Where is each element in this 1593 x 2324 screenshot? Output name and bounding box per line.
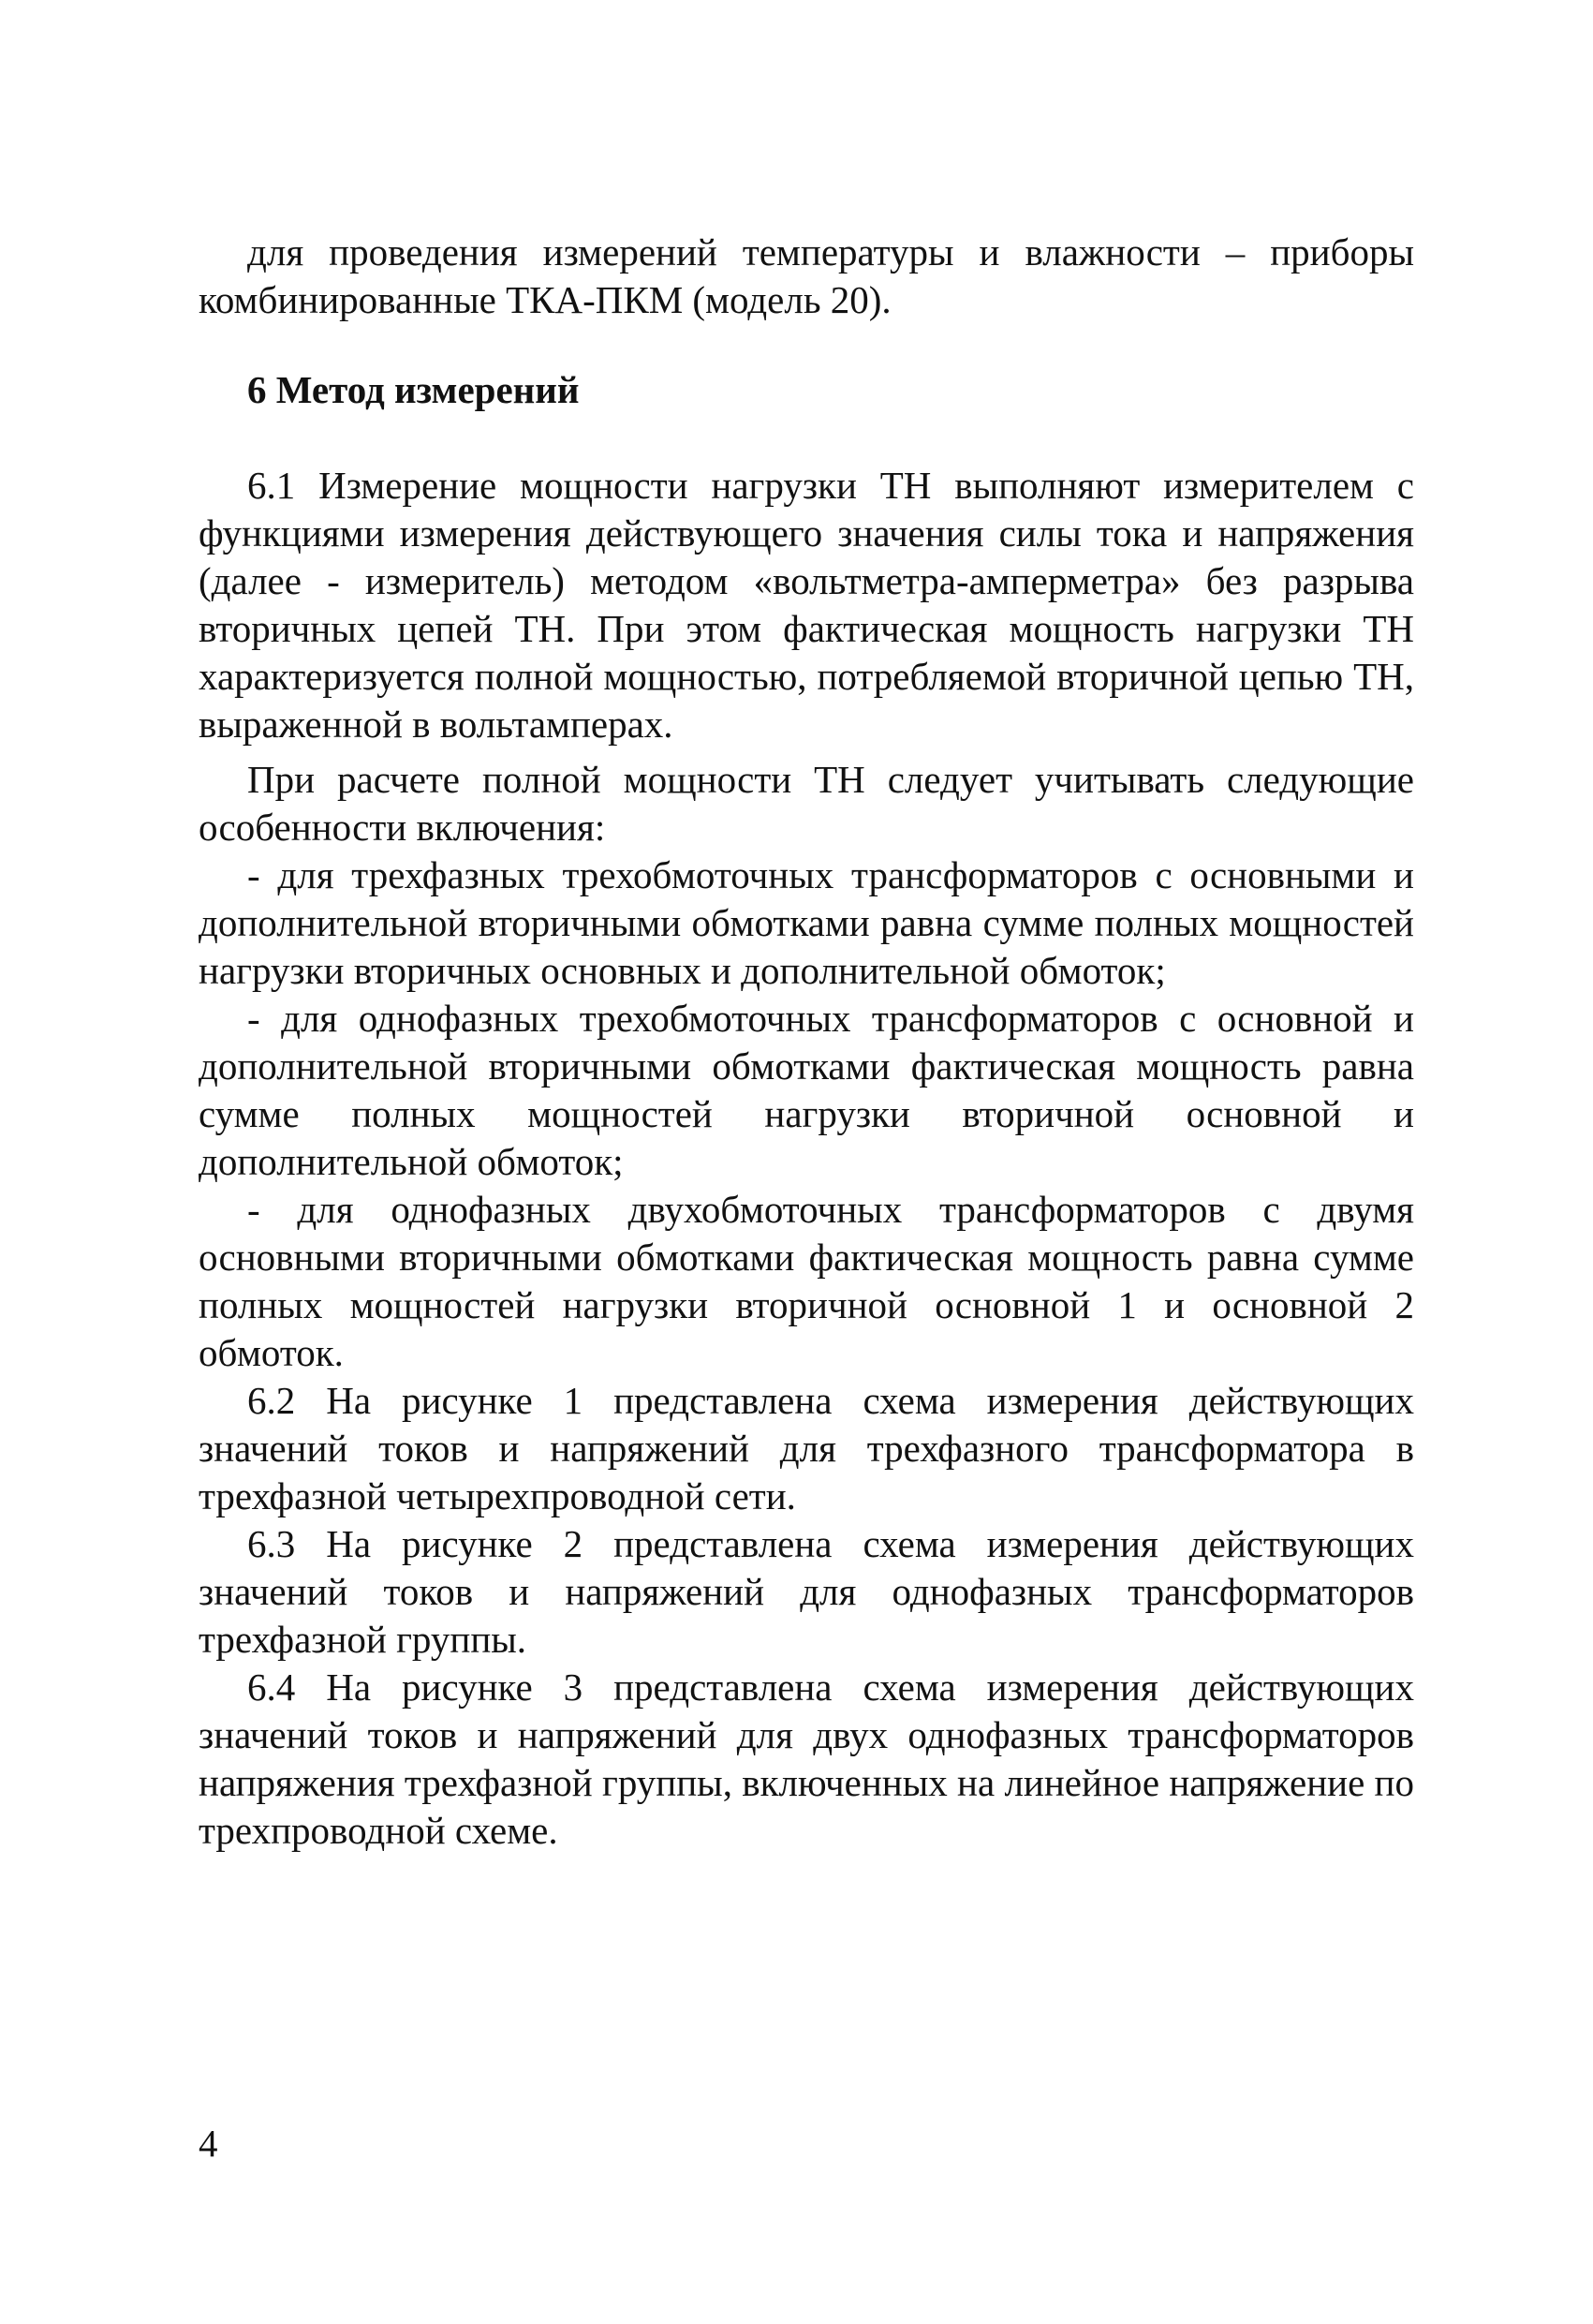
paragraph-6-1: 6.1 Измерение мощности нагрузки ТН выполняют измерителем с функциями измерения действующего значения силы тока и напряжения (далее - измеритель) методом «вольтметра-амперметра» без разрыва вторичных цепей ТН. При этом фактическая мощность нагрузки ТН характеризуется полной мощностью, потребляемой вторичной цепью ТН, выраженной в вольтамперах. (199, 464, 1414, 746)
paragraph-6-2: 6.2 На рисунке 1 представлена схема измерения действующих значений токов и напряжений для трехфазного трансформатора в трехфазной четырехпроводной сети. (199, 1379, 1414, 1517)
paragraph-6-3: 6.3 На рисунке 2 представлена схема измерения действующих значений токов и напряжений для однофазных трансформаторов трехфазной группы. (199, 1522, 1414, 1661)
intro-paragraph: для проведения измерений температуры и влажности – приборы комбинированные ТКА-ПКМ (модель 20). (199, 230, 1414, 321)
paragraph-6-4: 6.4 На рисунке 3 представлена схема измерения действующих значений токов и напряжений для двух однофазных трансформаторов напряжения трехфазной группы, включенных на линейное напряжение по трехпроводной схеме. (199, 1665, 1414, 1852)
paragraph-calculation-note: При расчете полной мощности ТН следует учитывать следующие особенности включения: (199, 758, 1414, 849)
list-item-three-phase: - для трехфазных трехобмоточных трансформаторов с основными и дополнительной вторичными обмотками равна сумме полных мощностей нагрузки вторичных основных и дополнительной обмоток; (199, 853, 1414, 992)
intro-paragraph-block (199, 229, 1414, 324)
section-body (199, 462, 1414, 1855)
page-number: 4 (199, 2122, 218, 2165)
section-heading: 6 Метод измерений (247, 368, 580, 411)
list-item-single-phase-two-winding: - для однофазных двухобмоточных трансформаторов с двумя основными вторичными обмотками фактическая мощность равна сумме полных мощностей нагрузки вторичной основной 1 и основной 2 обмоток. (199, 1188, 1414, 1374)
list-item-single-phase-three-winding: - для однофазных трехобмоточных трансформаторов с основной и дополнительной вторичными обмотками фактическая мощность равна сумме полных мощностей нагрузки вторичной основной и дополнительной обмоток; (199, 997, 1414, 1183)
